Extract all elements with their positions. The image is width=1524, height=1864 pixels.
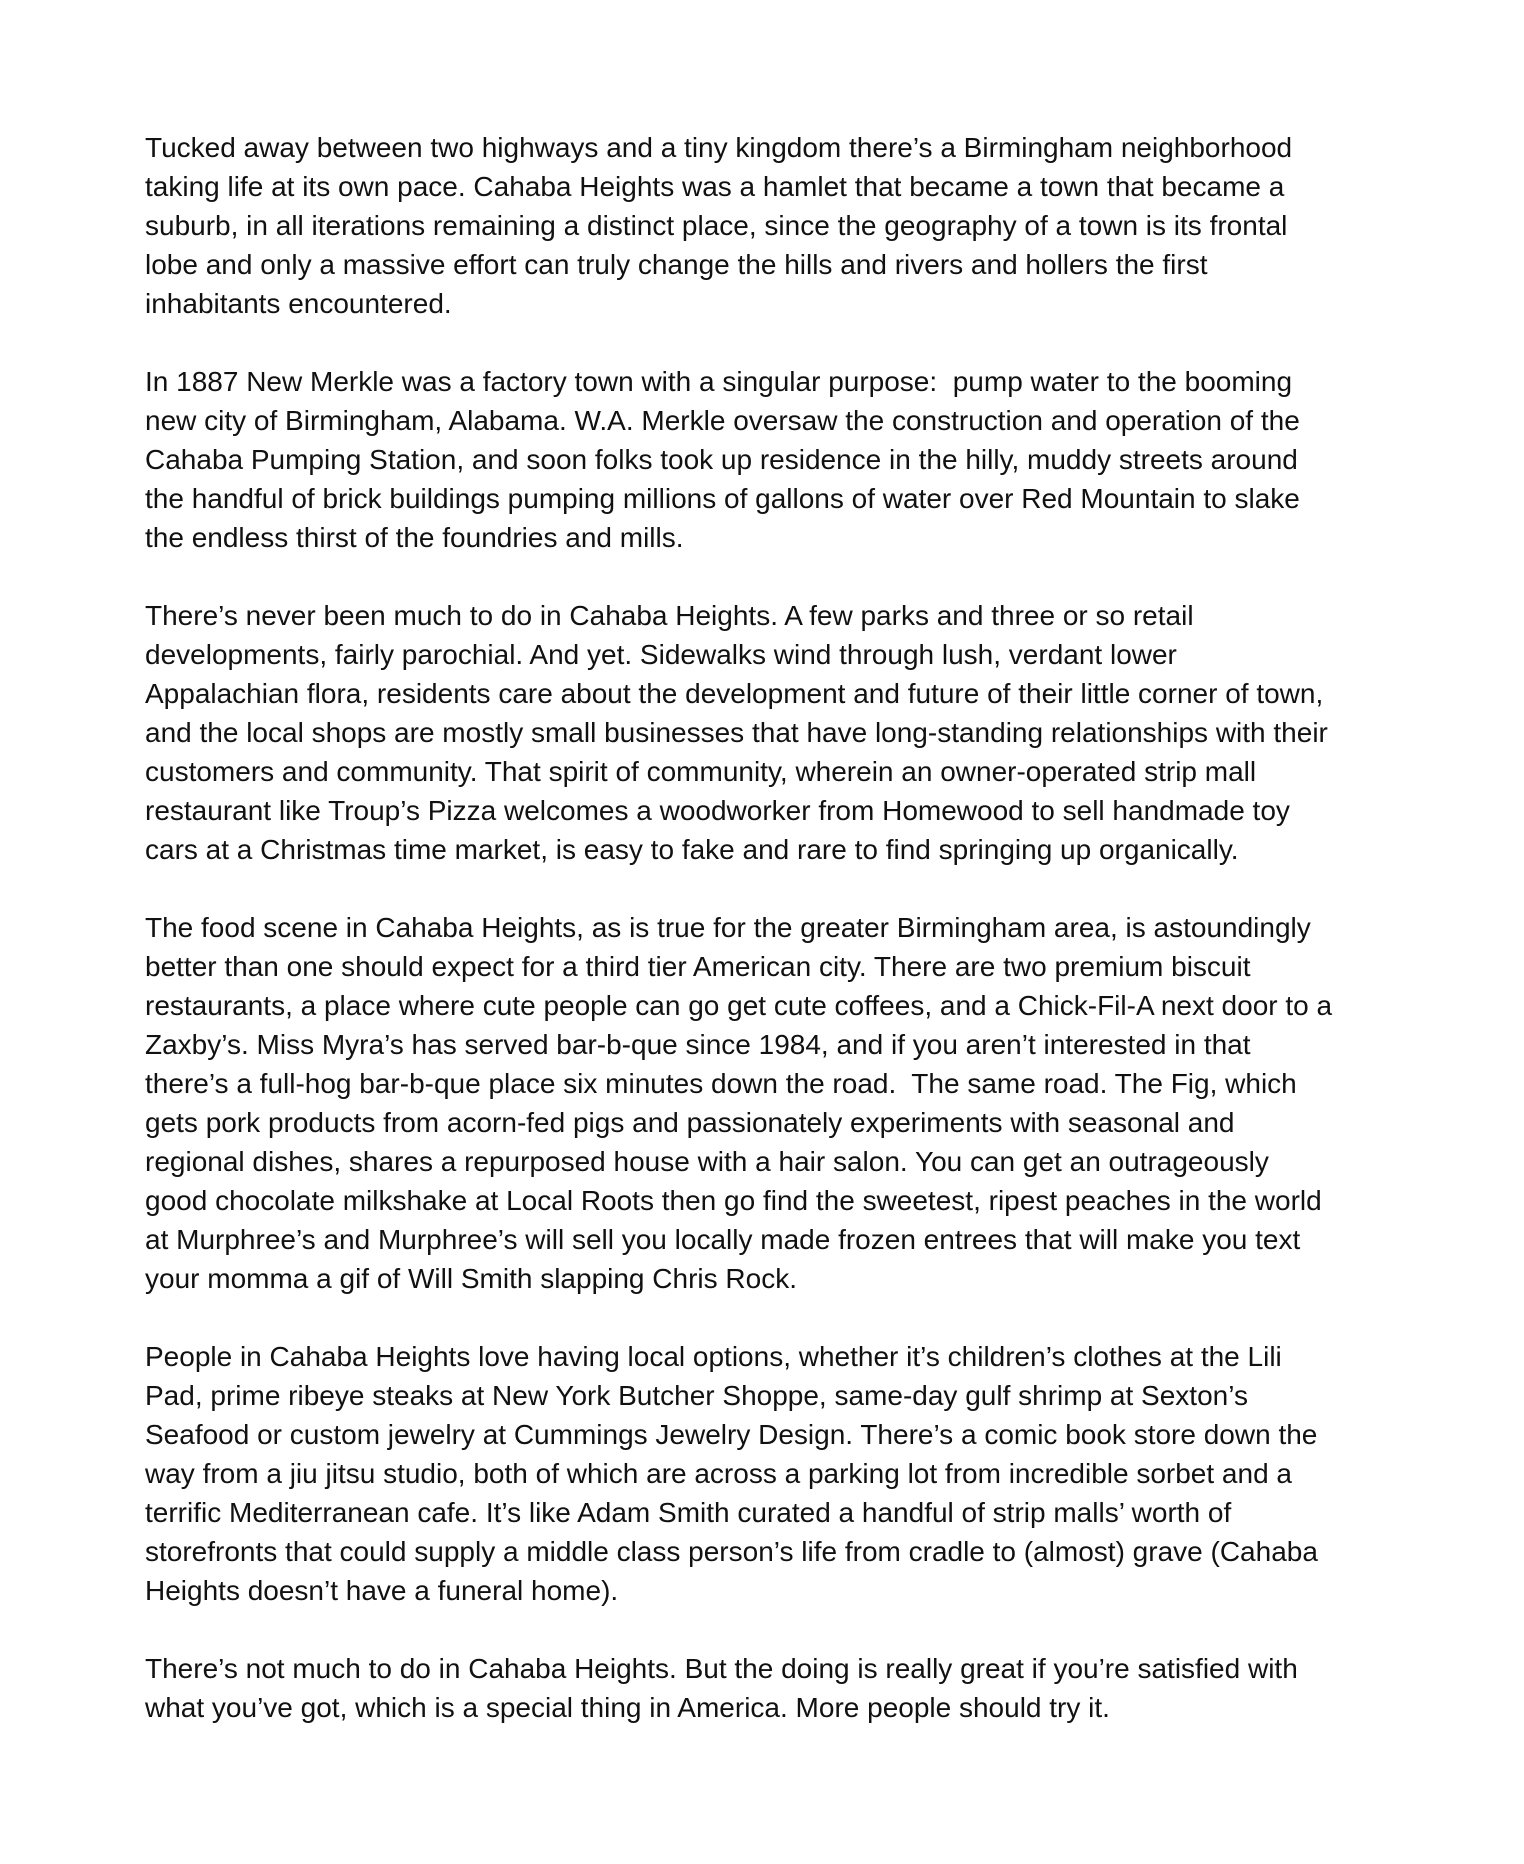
text-line: Tucked away between two highways and a tiny kingdom there’s a Birmingham neighborhood [145, 132, 1293, 163]
text-line: Zaxby’s. Miss Myra’s has served bar-b-que since 1984, and if you aren’t interested in that [145, 1029, 1251, 1060]
text-line: cars at a Christmas time market, is easy to fake and rare to find springing up organically. [145, 834, 1239, 865]
text-line: taking life at its own pace. Cahaba Heights was a hamlet that became a town that became a [145, 171, 1285, 202]
paragraph-6 [145, 1649, 1415, 1727]
text-line: better than one should expect for a third tier American city. There are two premium biscuit [145, 951, 1251, 982]
text-line: In 1887 New Merkle was a factory town with a singular purpose: pump water to the booming [145, 366, 1293, 397]
text-line: There’s never been much to do in Cahaba Heights. A few parks and three or so retail [145, 600, 1194, 631]
text-line: what you’ve got, which is a special thing in America. More people should try it. [145, 1692, 1110, 1723]
text-line: suburb, in all iterations remaining a distinct place, since the geography of a town is its frontal [145, 210, 1288, 241]
text-line: Appalachian flora, residents care about the development and future of their little corner of town, [145, 678, 1324, 709]
text-line: and the local shops are mostly small businesses that have long-standing relationships with their [145, 717, 1328, 748]
paragraph-4 [145, 908, 1415, 1298]
text-line: gets pork products from acorn-fed pigs and passionately experiments with seasonal and [145, 1107, 1235, 1138]
text-line: new city of Birmingham, Alabama. W.A. Merkle oversaw the construction and operation of the [145, 405, 1300, 436]
text-line: Seafood or custom jewelry at Cummings Jewelry Design. There’s a comic book store down the [145, 1419, 1318, 1450]
text-line: the endless thirst of the foundries and mills. [145, 522, 684, 553]
text-line: there’s a full-hog bar-b-que place six minutes down the road. The same road. The Fig, which [145, 1068, 1297, 1099]
text-line: Pad, prime ribeye steaks at New York Butcher Shoppe, same-day gulf shrimp at Sexton’s [145, 1380, 1248, 1411]
paragraph-1 [145, 128, 1415, 323]
text-line: Cahaba Pumping Station, and soon folks took up residence in the hilly, muddy streets around [145, 444, 1298, 475]
text-line: regional dishes, shares a repurposed house with a hair salon. You can get an outrageously [145, 1146, 1269, 1177]
text-line: the handful of brick buildings pumping millions of gallons of water over Red Mountain to slake [145, 483, 1300, 514]
text-line: good chocolate milkshake at Local Roots then go find the sweetest, ripest peaches in the world [145, 1185, 1322, 1216]
text-line: your momma a gif of Will Smith slapping Chris Rock. [145, 1263, 797, 1294]
text-line: restaurant like Troup’s Pizza welcomes a woodworker from Homewood to sell handmade toy [145, 795, 1290, 826]
text-line: restaurants, a place where cute people can go get cute coffees, and a Chick-Fil-A next door to a [145, 990, 1333, 1021]
paragraph-2 [145, 362, 1415, 557]
text-line: developments, fairly parochial. And yet. Sidewalks wind through lush, verdant lower [145, 639, 1177, 670]
text-line: People in Cahaba Heights love having local options, whether it’s children’s clothes at the Lili [145, 1341, 1282, 1372]
text-line: There’s not much to do in Cahaba Heights. But the doing is really great if you’re satisfied with [145, 1653, 1298, 1684]
text-line: The food scene in Cahaba Heights, as is true for the greater Birmingham area, is astoundingly [145, 912, 1311, 943]
text-line: way from a jiu jitsu studio, both of which are across a parking lot from incredible sorbet and a [145, 1458, 1293, 1489]
text-line: lobe and only a massive effort can truly change the hills and rivers and hollers the first [145, 249, 1208, 280]
text-line: inhabitants encountered. [145, 288, 452, 319]
paragraph-3 [145, 596, 1415, 869]
text-line: customers and community. That spirit of community, wherein an owner-operated strip mall [145, 756, 1257, 787]
paragraph-5 [145, 1337, 1415, 1610]
document-body [145, 128, 1415, 1766]
text-line: Heights doesn’t have a funeral home). [145, 1575, 619, 1606]
text-line: storefronts that could supply a middle class person’s life from cradle to (almost) grave (Cahaba [145, 1536, 1318, 1567]
text-line: terrific Mediterranean cafe. It’s like Adam Smith curated a handful of strip malls’ worth of [145, 1497, 1232, 1528]
text-line: at Murphree’s and Murphree’s will sell you locally made frozen entrees that will make you text [145, 1224, 1301, 1255]
